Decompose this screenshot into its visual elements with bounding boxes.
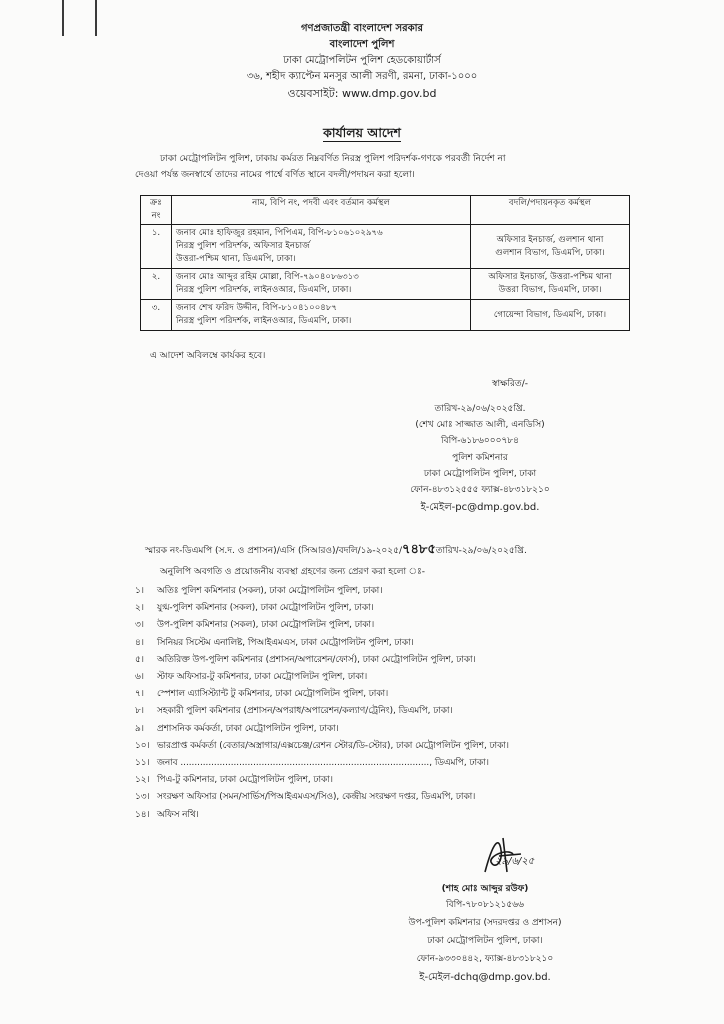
distribution-item [135, 671, 367, 683]
distribution-text: স্পেশাল এ্যাসিস্ট্যান্ট টু কমিশনার, ঢাকা মেট্রোপলিটন পুলিশ, ঢাকা। [157, 689, 389, 700]
transfer-table [140, 195, 630, 331]
distribution-text: পিএ-টু কমিশনার, ঢাকা মেট্রোপলিটন পুলিশ, ঢাকা। [157, 775, 333, 786]
distribution-item [135, 585, 382, 597]
distribution-number: ১০। [135, 740, 150, 751]
serial-cell: ১. [141, 225, 172, 269]
memo-date: তারিখ-২৯/০৬/২০২৫খ্রি. [435, 546, 527, 556]
distribution-text: যুগ্ম-পুলিশ কমিশনার (সকল), ঢাকা মেট্রোপলিটন পুলিশ, ঢাকা। [157, 603, 374, 614]
header-government: গণপ্রজাতন্ত্রী বাংলাদেশ সরকার [301, 23, 423, 34]
column-header-serial: ক্রঃ নং [141, 196, 172, 225]
signatory2-bp: বিপি-৭৮০৮১২১৫৬৬ [446, 900, 524, 910]
header-dmp-hq: ঢাকা মেট্রোপলিটন পুলিশ হেডকোয়ার্টার্স [283, 55, 441, 66]
serial-cell: ২. [141, 269, 172, 300]
copy-intro: অনুলিপি অবগতি ও প্রয়োজনীয় ব্যবস্থা গ্রহণের জন্য প্রেরণ করা হলো ঃ- [160, 567, 426, 577]
column-header-name: নাম, বিপি নং, পদবী এবং বর্তমান কর্মস্থল [172, 196, 471, 225]
handwritten-date: ২৯/৬/২৫ [495, 856, 535, 867]
signatory-name: (শেখ মোঃ সাজ্জাত আলী, এনডিসি) [415, 420, 545, 430]
distribution-text: সিনিয়র সিস্টেম এনালিষ্ট, পিআইএমএস, ঢাকা মেট্রোপলিটন পুলিশ, ঢাকা। [157, 637, 414, 648]
distribution-text: স্টাফ অফিসার-টু কমিশনার, ঢাকা মেট্রোপলিটন পুলিশ, ঢাকা। [157, 672, 368, 682]
distribution-item [135, 619, 374, 631]
distribution-item [135, 774, 333, 786]
distribution-number: ৪। [135, 637, 144, 648]
memo-line [145, 540, 527, 561]
distribution-item [135, 705, 453, 717]
distribution-text: ভারপ্রাপ্ত কর্মকর্তা (বেতার/অস্ত্রাগার/এক্সচেঞ্জ/রেশন স্টোর/ডি-স্টোর), ঢাকা মেট্রোপলিটন পুলিশ, ঢাকা। [157, 740, 509, 751]
distribution-item [135, 723, 339, 735]
officer-station: উত্তরা-পশ্চিম থানা, ডিএমপি, ঢাকা। [176, 254, 296, 264]
signatory-office: ঢাকা মেট্রোপলিটন পুলিশ, ঢাকা [423, 469, 537, 479]
posting-cell [471, 225, 630, 269]
distribution-number: ১২। [135, 775, 150, 786]
header-website: ওয়েবসাইট: www.dmp.gov.bd [287, 87, 437, 100]
posting-line: অফিসার ইনচার্জ, উত্তরা-পশ্চিম থানা [488, 272, 612, 282]
intro-line-2: দেওয়া পর্যন্ত জনস্বার্থে তাদের নামের পার্শ্বে বর্ণিত স্থানে বদলী/পদায়ন করা হলো। [135, 170, 415, 180]
distribution-number: ২। [135, 603, 144, 614]
distribution-text: অতিরিক্ত উপ-পুলিশ কমিশনার (প্রশাসন/অপারেশন/ফোর্স), ঢাকা মেট্রোপলিটন পুলিশ, ঢাকা। [157, 654, 476, 665]
signatory-bp: বিপি-৬১৮৬০০০৭৮৪ [441, 436, 519, 446]
distribution-text: অফিস নথি। [157, 809, 199, 820]
signatory2-name: (শাহ মোঃ আব্দুর রউফ) [441, 884, 529, 894]
distribution-number: ১১। [135, 758, 150, 768]
distribution-item [135, 688, 388, 700]
distribution-item [135, 757, 489, 769]
posting-cell [471, 300, 630, 331]
distribution-item [135, 809, 199, 821]
officer-rank: নিরস্ত্র পুলিশ পরিদর্শক, লাইনওআর, ডিএমপি, ঢাকা। [176, 316, 352, 326]
distribution-number: ৭। [135, 689, 144, 700]
name-cell [172, 300, 471, 331]
signatory2-email: ই-মেইল-dchq@dmp.gov.bd. [419, 972, 551, 983]
memo-number: ৭৪৮৫ [402, 542, 436, 557]
distribution-text: প্রশাসনিক কর্মকর্তা, ঢাকা মেট্রোপলিটন পুলিশ, ঢাকা। [157, 723, 339, 734]
distribution-text: জনাব ........................................................................................., ডিএমপি, ঢাকা। [157, 758, 489, 768]
column-header-posting: বদলি/পদায়নকৃত কর্মস্থল [471, 196, 630, 225]
signatory-email: ই-মেইল-pc@dmp.gov.bd. [420, 502, 540, 513]
signed-label: স্বাক্ষরিত/- [492, 379, 528, 389]
signatory-designation: পুলিশ কমিশনার [452, 453, 508, 463]
memo-prefix: স্মারক নং-ডিএমপি (স.দ. ও প্রশাসন)/এসি (সিআরও)/বদলি/১৯-২০২৫/ [145, 546, 403, 556]
table-row [141, 300, 630, 331]
table-header-row [141, 196, 630, 225]
signatory2-phone: ফোন-৯৩৩০৪৪২, ফ্যাক্স-৪৮৩১৮২১০ [416, 954, 554, 964]
serial-cell: ৩. [141, 300, 172, 331]
distribution-text: সংরক্ষণ অফিসার (সমন/সার্ভিস/পিআইএমএস/সিও), কেন্দ্রীয় সংরক্ষণ দপ্তর, ডিএমপি, ঢাকা। [157, 792, 476, 803]
name-cell [172, 269, 471, 300]
officer-name: জনাব মোঃ আব্দুর রহিম মোল্লা, বিপি-৭৯০৪০৮৬৩১৩ [176, 272, 359, 282]
distribution-number: ১। [135, 586, 144, 596]
posting-line: গুলশান বিভাগ, ডিএমপি, ঢাকা। [495, 247, 605, 258]
distribution-number: ৬। [135, 672, 144, 682]
distribution-number: ১৩। [135, 792, 150, 803]
distribution-item [135, 637, 414, 649]
intro-line-1: ঢাকা মেট্রোপলিটন পুলিশ, ঢাকায় কর্মরত নিম্নবর্ণিত নিরস্ত্র পুলিশ পরিদর্শক-গণকে পরবর্তী নির্দেশ না [160, 154, 506, 164]
header-police: বাংলাদেশ পুলিশ [329, 39, 395, 50]
distribution-number: ১৪। [135, 809, 150, 820]
distribution-item [135, 740, 509, 752]
signature-date: তারিখ-২৯/০৬/২০২৫খ্রি. [434, 404, 526, 414]
officer-rank: নিরস্ত্র পুলিশ পরিদর্শক, অফিসার ইনচার্জ [176, 241, 310, 251]
header-address: ৩৬, শহীদ ক্যাপ্টেন মনসুর আলী সরণী, রমনা, ঢাকা-১০০০ [246, 71, 478, 82]
officer-name: জনাব মোঃ হাফিজুর রহমান, পিপিএম, বিপি-৮১০৬১০২৯৭৬ [176, 228, 383, 238]
posting-line: উত্তরা বিভাগ, ডিএমপি, ঢাকা। [498, 285, 602, 295]
table-row [141, 225, 630, 269]
distribution-item [135, 602, 374, 614]
distribution-text: অতিঃ পুলিশ কমিশনার (সকল), ঢাকা মেট্রোপলিটন পুলিশ, ঢাকা। [157, 586, 383, 596]
page-title: কার্যালয় আদেশ [323, 125, 401, 140]
distribution-item [135, 654, 476, 666]
officer-rank: নিরস্ত্র পুলিশ পরিদর্শক, লাইনওআর, ডিএমপি, ঢাকা। [176, 285, 352, 295]
signatory2-designation: উপ-পুলিশ কমিশনার (সদরদপ্তর ও প্রশাসন) [408, 918, 562, 928]
table-row [141, 269, 630, 300]
distribution-number: ৯। [135, 723, 144, 734]
distribution-number: ৮। [135, 706, 144, 717]
posting-line: গোয়েন্দা বিভাগ, ডিএমপি, ঢাকা। [493, 309, 607, 320]
name-cell [172, 225, 471, 269]
posting-line: অফিসার ইনচার্জ, গুলশান থানা [496, 234, 604, 245]
officer-name: জনাব শেখ ফরিদ উদ্দীন, বিপি-৮১০৪১০০৪৮৭ [176, 303, 338, 313]
distribution-text: সহকারী পুলিশ কমিশনার (প্রশাসন/অপরাধ/অপারেশন/কল্যাণ/ট্রেনিং), ডিএমপি, ঢাকা। [157, 706, 453, 717]
distribution-item [135, 791, 475, 803]
posting-cell [471, 269, 630, 300]
distribution-number: ৩। [135, 620, 144, 631]
distribution-number: ৫। [135, 654, 144, 665]
signatory-phone: ফোন-৪৮৩১২৫৫৫ ফ্যাক্স-৪৮৩১৮২১০ [410, 485, 550, 495]
effective-note: এ আদেশ অবিলম্বে কার্যকর হবে। [150, 351, 266, 361]
signatory2-office: ঢাকা মেট্রোপলিটন পুলিশ, ঢাকা। [427, 936, 543, 946]
handwritten-signature [455, 832, 565, 882]
distribution-text: উপ-পুলিশ কমিশনার (সকল), ঢাকা মেট্রোপলিটন পুলিশ, ঢাকা। [157, 620, 375, 631]
